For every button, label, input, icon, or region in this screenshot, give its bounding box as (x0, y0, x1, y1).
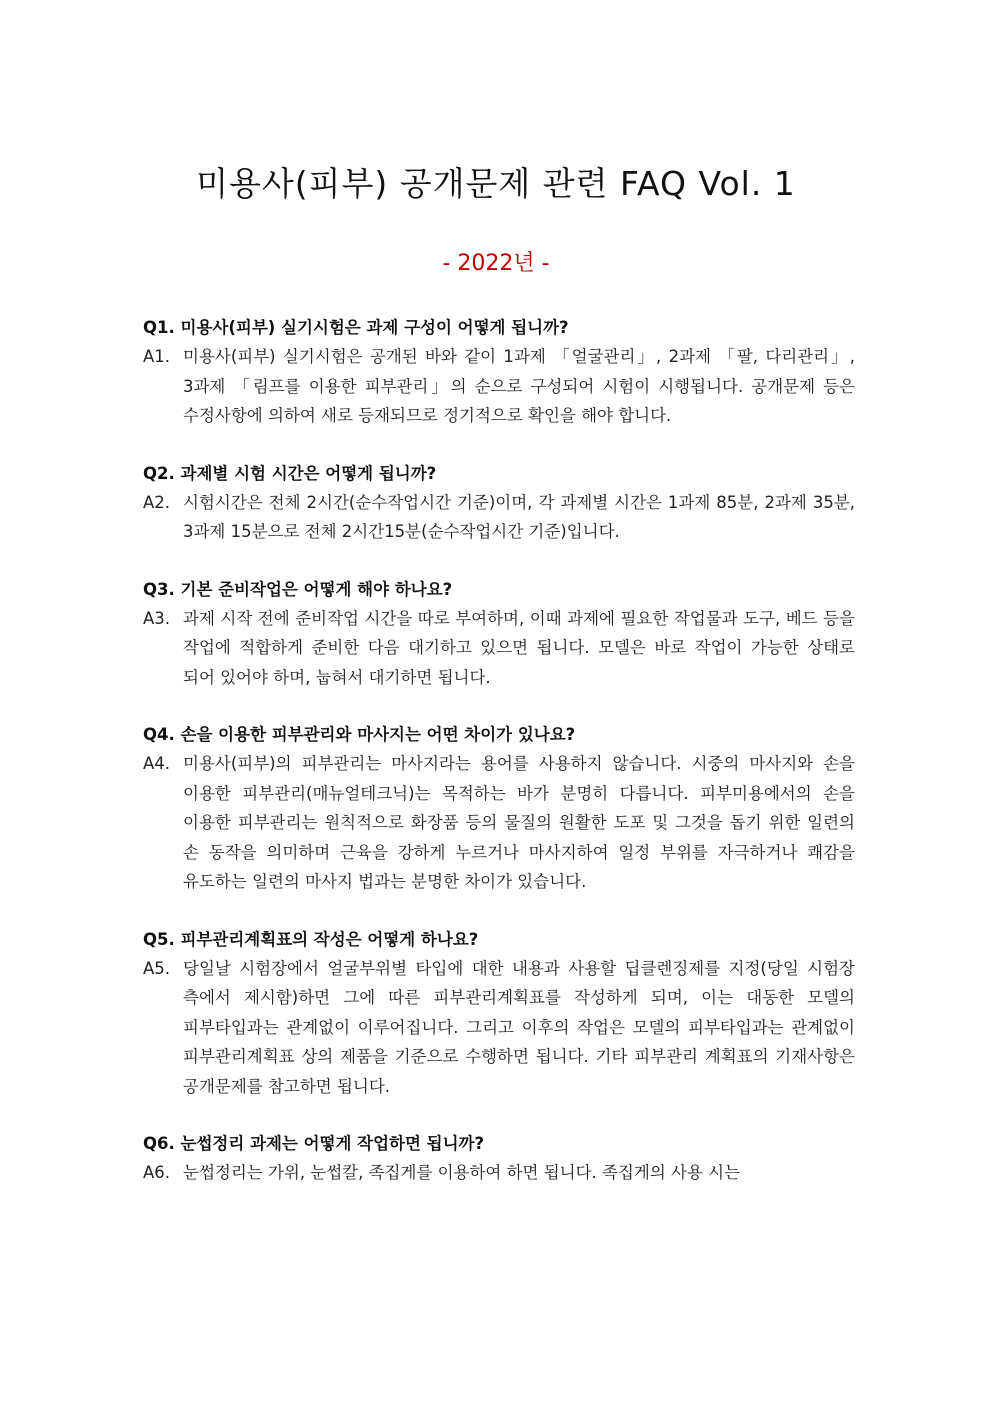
faq-answer (143, 488, 855, 547)
faq-answer-text: 시험시간은 전체 2시간(순수작업시간 기준)이며, 각 과제별 시간은 1과제 85분, 2과제 35분, 3과제 15분으로 전체 2시간15분(순수작업시간 기준)입니다. (183, 492, 855, 541)
faq-answer-number: A2. (143, 492, 171, 512)
document-year: - 2022년 - (442, 251, 550, 276)
faq-answer-number: A5. (143, 958, 171, 978)
faq-question: Q2. 과제별 시험 시간은 어떻게 됩니까? (143, 463, 437, 483)
faq-item (143, 925, 855, 1102)
faq-answer-text: 당일날 시험장에서 얼굴부위별 타입에 대한 내용과 사용할 딥클렌징제를 지정(당일 시험장 측에서 제시함)하면 그에 따른 피부관리계획표를 작성하게 되며, 이는 대동한 모델의 피부타입과는 관계없이 이루어집니다. 그리고 이후의 작업은 모델의 피부타입과는 관계없이 피부관리계획표 상의 제품을 기준으로 수행하면 됩니다. 기타 피부관리 계획표의 기재사항은 공개문제를 참고하면 됩니다. (183, 958, 855, 1096)
faq-answer-text: 미용사(피부) 실기시험은 공개된 바와 같이 1과제 「얼굴관리」, 2과제 「팔, 다리관리」, 3과제 「림프를 이용한 피부관리」의 순으로 구성되어 시험이 시행됩니다. 공개문제 등은 수정사항에 의하여 새로 등재되므로 정기적으로 확인을 해야 합니다. (183, 347, 855, 425)
faq-answer-text: 과제 시작 전에 준비작업 시간을 따로 부여하며, 이때 과제에 필요한 작업물과 도구, 베드 등을 작업에 적합하게 준비한 다음 대기하고 있으면 됩니다. 모델은 바로 작업이 가능한 상태로 되어 있어야 하며, 눕혀서 대기하면 됩니다. (183, 608, 855, 687)
faq-answer-number: A6. (143, 1163, 171, 1182)
faq-item (143, 459, 855, 547)
faq-question: Q4. 손을 이용한 피부관리와 마사지는 어떤 차이가 있나요? (143, 725, 576, 744)
faq-answer (143, 342, 855, 431)
faq-item (143, 313, 855, 431)
faq-item (143, 1129, 855, 1188)
faq-list (143, 313, 855, 1216)
faq-answer-number: A1. (143, 347, 171, 366)
faq-item (143, 575, 855, 693)
faq-item (143, 720, 855, 897)
faq-question: Q5. 피부관리계획표의 작성은 어떻게 하나요? (143, 929, 479, 949)
faq-question: Q6. 눈썹정리 과제는 어떻게 작업하면 됩니까? (143, 1134, 485, 1153)
faq-answer (143, 749, 855, 897)
faq-question: Q3. 기본 준비작업은 어떻게 해야 하나요? (143, 579, 453, 599)
faq-answer (143, 954, 855, 1102)
faq-answer-number: A3. (143, 608, 171, 628)
faq-question: Q1. 미용사(피부) 실기시험은 과제 구성이 어떻게 됩니까? (143, 318, 569, 337)
faq-answer (143, 604, 855, 693)
faq-answer (143, 1158, 855, 1188)
faq-answer-text: 눈썹정리는 가위, 눈썹칼, 족집게를 이용하여 하면 됩니다. 족집게의 사용 시는 (183, 1163, 741, 1182)
faq-answer-number: A4. (143, 754, 171, 773)
document-title: 미용사(피부) 공개문제 관련 FAQ Vol. 1 (196, 164, 796, 203)
faq-answer-text: 미용사(피부)의 피부관리는 마사지라는 용어를 사용하지 않습니다. 시중의 마사지와 손을 이용한 피부관리(매뉴얼테크닉)는 목적하는 바가 분명히 다릅니다. 피부미용에서의 손을 이용한 피부관리는 원칙적으로 화장품 등의 물질의 원활한 도포 및 그것을 돕기 위한 일련의 손 동작을 의미하며 근육을 강하게 누르거나 마사지하여 일정 부위를 자극하거나 쾌감을 유도하는 일련의 마사지 법과는 분명한 차이가 있습니다. (183, 754, 855, 891)
